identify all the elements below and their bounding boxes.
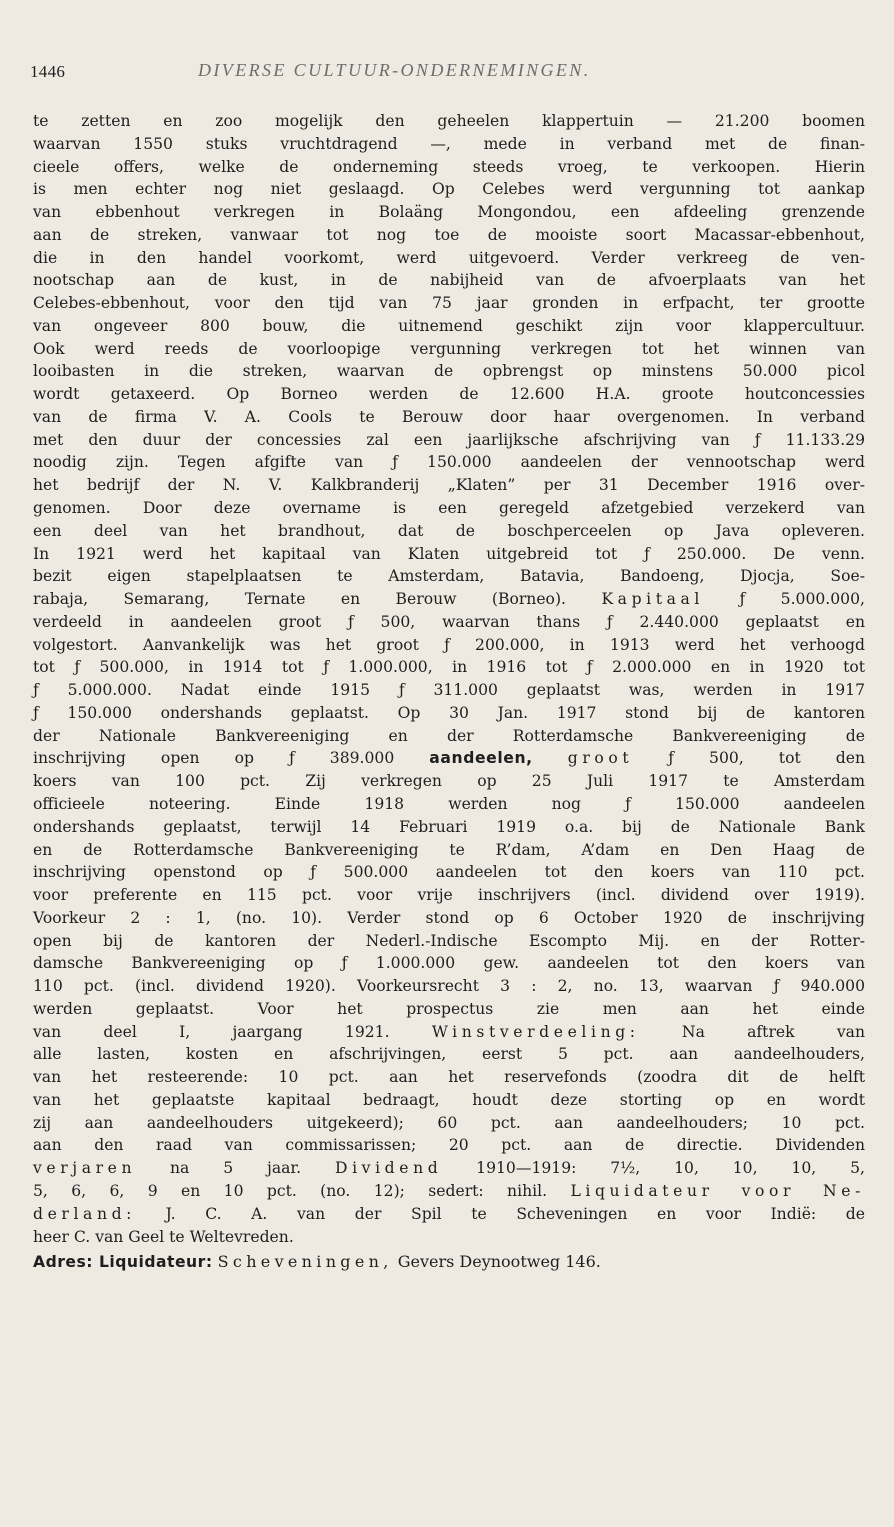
text-line: damsche Bankvereeniging op ƒ 1.000.000 gew. aandeelen tot den koers van (33, 954, 865, 973)
text-line: looibasten in die streken, waarvan de opbrengst op minstens 50.000 picol (33, 362, 865, 381)
text-line: ƒ 5.000.000. Nadat einde 1915 ƒ 311.000 geplaatst was, werden in 1917 (33, 681, 865, 700)
text-line-final: heer C. van Geel te Weltevreden. (33, 1227, 294, 1246)
address-label: Adres: Liquidateur: (33, 1253, 213, 1272)
text-line: volgestort. Aanvankelijk was het groot ƒ 200.000, in 1913 werd het verhoogd (33, 635, 865, 654)
text-line: een deel van het brandhout, dat de boschperceelen op Java opleveren. (33, 521, 865, 540)
text-line: en de Rotterdamsche Bankvereeniging te R’dam, A’dam en Den Haag de (33, 840, 865, 859)
running-head: DIVERSE CULTUUR-ONDERNEMINGEN. (198, 60, 591, 80)
text-line: open bij de kantoren der Nederl.-Indische Escompto Mij. en der Rotter- (33, 931, 865, 950)
text-span: J. C. A. van der Spil te Scheveningen en voor Indië: de (165, 1204, 865, 1223)
text-line: ƒ 150.000 ondershands geplaatst. Op 30 Jan. 1917 stond bij de kantoren (33, 703, 865, 722)
text-line: cieele offers, welke de onderneming steeds vroeg, te verkoopen. Hierin (33, 157, 865, 176)
text-line-liquidateur (33, 1180, 865, 1203)
text-span: ƒ 5.000.000, (739, 590, 865, 609)
text-line: Ook werd reeds de voorloopige vergunning verkregen tot het winnen van (33, 339, 865, 358)
text-line: is men echter nog niet geslaagd. Op Celebes werd vergunning tot aankap (33, 180, 865, 199)
text-line-aandeelen (33, 747, 865, 770)
spaced-word-verjaren: verjaren (33, 1159, 137, 1178)
paragraph-block-c (33, 770, 865, 1020)
text-span: inschrijving open op ƒ 389.000 (33, 749, 395, 768)
text-span: na 5 jaar. (170, 1159, 302, 1178)
page-number: 1446 (30, 62, 66, 81)
text-line: van het resteerende: 10 pct. aan het reservefonds (zoodra dit de helft (33, 1068, 865, 1087)
text-line-derland (33, 1203, 865, 1226)
text-line: inschrijving openstond op ƒ 500.000 aandeelen tot den koers van 110 pct. (33, 863, 865, 882)
text-line: 110 pct. (incl. dividend 1920). Voorkeursrecht 3 : 2, no. 13, waarvan ƒ 940.000 (33, 977, 865, 996)
text-line: die in den handel voorkomt, werd uitgevoerd. Verder verkreeg de ven- (33, 248, 865, 267)
text-line: met den duur der concessies zal een jaarlijksche afschrijving van ƒ 11.133.29 (33, 430, 865, 449)
spaced-heading-winstverdeeling: Winstverdeeling: (431, 1022, 640, 1041)
bold-heading-aandeelen: aandeelen, (429, 749, 533, 768)
text-line-winstverdeeling (33, 1021, 865, 1044)
text-line: van het geplaatste kapitaal bedraagt, houdt deze storting op en wordt (33, 1090, 865, 1109)
address-city: Scheveningen, (217, 1252, 393, 1272)
text-line: nootschap aan de kust, in de nabijheid van de afvoerplaats van het (33, 271, 865, 290)
text-line-verjaren (33, 1157, 865, 1180)
text-line: aan den raad van commissarissen; 20 pct. aan de directie. Dividenden (33, 1136, 865, 1155)
text-line: werden geplaatst. Voor het prospectus zie men aan het einde (33, 999, 865, 1018)
text-line: der Nationale Bankvereeniging en der Rotterdamsche Bankvereeniging de (33, 726, 865, 745)
spaced-heading-dividend: Dividend (334, 1159, 443, 1178)
text-line: genomen. Door deze overname is een geregeld afzetgebied verzekerd van (33, 499, 865, 518)
paragraph-block-a (33, 110, 865, 588)
body-text (33, 110, 865, 1274)
address-line (33, 1251, 865, 1274)
spaced-word-groot: groot (567, 749, 634, 768)
text-line: van ongeveer 800 bouw, die uitnemend geschikt zijn voor klappercultuur. (33, 316, 865, 335)
text-span: Na aftrek van (681, 1022, 865, 1041)
text-line: Celebes-ebbenhout, voor den tijd van 75 jaar gronden in erfpacht, ter grootte (33, 294, 865, 313)
text-line: het bedrijf der N. V. Kalkbranderij „Klaten” per 31 December 1916 over- (33, 476, 865, 495)
text-line: ondershands geplaatst, terwijl 14 Februari 1919 o.a. bij de Nationale Bank (33, 817, 865, 836)
spaced-heading-kapitaal: Kapitaal (601, 590, 705, 609)
text-line: officieele noteering. Einde 1918 werden nog ƒ 150.000 aandeelen (33, 794, 865, 813)
text-line: van ebbenhout verkregen in Bolaäng Mongondou, een afdeeling grenzende (33, 203, 865, 222)
spaced-word-derland: derland: (33, 1204, 137, 1223)
text-span: ƒ 500, tot den (668, 749, 865, 768)
text-line: In 1921 werd het kapitaal van Klaten uitgebreid tot ƒ 250.000. De venn. (33, 544, 865, 563)
text-line: Voorkeur 2 : 1, (no. 10). Verder stond op 6 October 1920 de inschrijving (33, 908, 865, 927)
text-line: zij aan aandeelhouders uitgekeerd); 60 pct. aan aandeelhouders; 10 pct. (33, 1113, 865, 1132)
text-line-kapitaal (33, 588, 865, 611)
address-street: Gevers Deynootweg 146. (397, 1252, 601, 1272)
text-line: te zetten en zoo mogelijk den geheelen klappertuin — 21.200 boomen (33, 112, 865, 130)
text-line: bezit eigen stapelplaatsen te Amsterdam, Batavia, Bandoeng, Djocja, Soe- (33, 567, 865, 586)
text-line: voor preferente en 115 pct. voor vrije inschrijvers (incl. dividend over 1919). (33, 886, 865, 905)
paragraph-block-b (33, 611, 865, 748)
text-line: verdeeld in aandeelen groot ƒ 500, waarvan thans ƒ 2.440.000 geplaatst en (33, 612, 865, 631)
text-line: van de firma V. A. Cools te Berouw door haar overgenomen. In verband (33, 407, 865, 426)
text-span: 5, 6, 6, 9 en 10 pct. (no. 12); sedert: nihil. (33, 1181, 548, 1200)
text-line: wordt getaxeerd. Op Borneo werden de 12.600 H.A. groote houtconcessies (33, 385, 865, 404)
text-line: aan de streken, vanwaar tot nog toe de mooiste soort Macassar-ebbenhout, (33, 225, 865, 244)
text-line: tot ƒ 500.000, in 1914 tot ƒ 1.000.000, in 1916 tot ƒ 2.000.000 en in 1920 tot (33, 658, 865, 677)
text-line: waarvan 1550 stuks vruchtdragend —, mede in verband met de finan- (33, 134, 865, 153)
text-span: rabaja, Semarang, Ternate en Berouw (Borneo). (33, 590, 566, 609)
text-span: van deel I, jaargang 1921. (33, 1022, 390, 1041)
paragraph-block-d (33, 1043, 865, 1157)
text-line: koers van 100 pct. Zij verkregen op 25 Juli 1917 te Amsterdam (33, 772, 865, 791)
text-line: noodig zijn. Tegen afgifte van ƒ 150.000 aandeelen der vennootschap werd (33, 453, 865, 472)
text-span: 1910—1919: 7½, 10, 10, 10, 5, (476, 1159, 865, 1178)
spaced-heading-liquidateur: Liquidateur voor Ne- (570, 1181, 865, 1200)
text-line: alle lasten, kosten en afschrijvingen, eerst 5 pct. aan aandeelhouders, (33, 1045, 865, 1064)
